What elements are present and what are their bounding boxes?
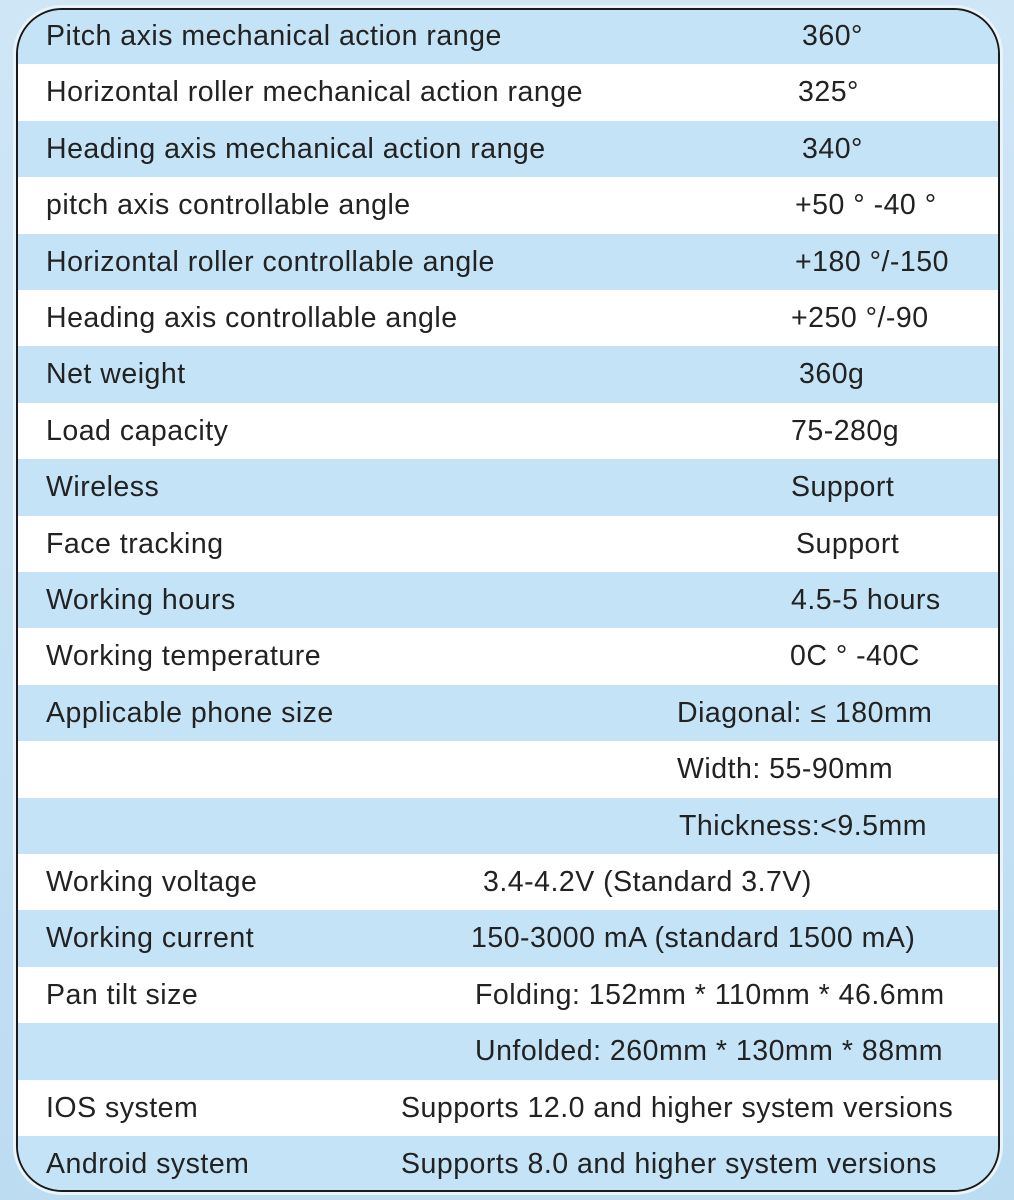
spec-label: Working temperature	[46, 640, 322, 673]
spec-value: 3.4-4.2V (Standard 3.7V)	[483, 866, 812, 898]
spec-value: Diagonal: ≤ 180mm	[677, 696, 933, 729]
spec-row	[18, 1080, 998, 1136]
spec-row	[18, 290, 998, 346]
spec-label: Load capacity	[46, 414, 229, 447]
spec-value: Support	[796, 527, 900, 560]
spec-label: Horizontal roller mechanical action range	[46, 76, 583, 109]
spec-row	[18, 798, 998, 854]
spec-value: 4.5-5 hours	[791, 584, 941, 616]
spec-row	[18, 854, 998, 910]
spec-label: Pitch axis mechanical action range	[46, 20, 502, 52]
spec-row	[18, 121, 998, 177]
spec-row	[18, 516, 998, 572]
spec-row	[18, 628, 998, 684]
spec-row	[18, 1136, 998, 1192]
spec-row	[18, 459, 998, 515]
spec-label: Applicable phone size	[46, 696, 334, 729]
spec-label: Working current	[46, 922, 255, 955]
spec-row	[18, 64, 998, 120]
spec-value: 75-280g	[791, 414, 900, 447]
spec-label: Wireless	[46, 471, 160, 504]
spec-value: 150-3000 mA (standard 1500 mA)	[471, 922, 916, 955]
spec-label: Heading axis controllable angle	[46, 302, 458, 334]
spec-row	[18, 234, 998, 290]
spec-row	[18, 685, 998, 741]
spec-row	[18, 572, 998, 628]
spec-value: 325°	[798, 76, 859, 109]
spec-row	[18, 1023, 998, 1079]
spec-label: Working hours	[46, 584, 236, 616]
spec-label: Face tracking	[46, 527, 224, 560]
spec-row	[18, 741, 998, 797]
spec-label: Horizontal roller controllable angle	[46, 245, 495, 278]
spec-value: Supports 12.0 and higher system versions	[401, 1091, 954, 1124]
spec-value: +50 ° -40 °	[795, 189, 937, 222]
spec-label: Heading axis mechanical action range	[46, 132, 546, 165]
spec-value: Width: 55-90mm	[677, 753, 894, 786]
spec-value: Folding: 152mm * 110mm * 46.6mm	[475, 978, 945, 1011]
spec-value: +180 °/-150	[795, 245, 949, 278]
spec-value: +250 °/-90	[791, 302, 929, 334]
spec-row	[18, 967, 998, 1023]
spec-value: 360°	[802, 20, 863, 52]
spec-row	[18, 910, 998, 966]
spec-value: 340°	[802, 132, 863, 165]
spec-row	[18, 403, 998, 459]
spec-value: Support	[791, 471, 895, 504]
spec-label: IOS system	[46, 1091, 199, 1124]
spec-table	[16, 8, 1000, 1192]
spec-row	[18, 346, 998, 402]
spec-value: Supports 8.0 and higher system versions	[401, 1148, 937, 1180]
spec-label: pitch axis controllable angle	[46, 189, 411, 222]
spec-row	[18, 177, 998, 233]
spec-value: 360g	[799, 358, 865, 391]
spec-label: Android system	[46, 1148, 250, 1180]
spec-label: Working voltage	[46, 866, 258, 898]
spec-label: Pan tilt size	[46, 978, 199, 1011]
spec-value: Unfolded: 260mm * 130mm * 88mm	[475, 1035, 944, 1068]
spec-value: 0C ° -40C	[790, 640, 920, 673]
spec-value: Thickness:<9.5mm	[679, 809, 927, 842]
spec-row	[18, 8, 998, 64]
spec-label: Net weight	[46, 358, 186, 391]
